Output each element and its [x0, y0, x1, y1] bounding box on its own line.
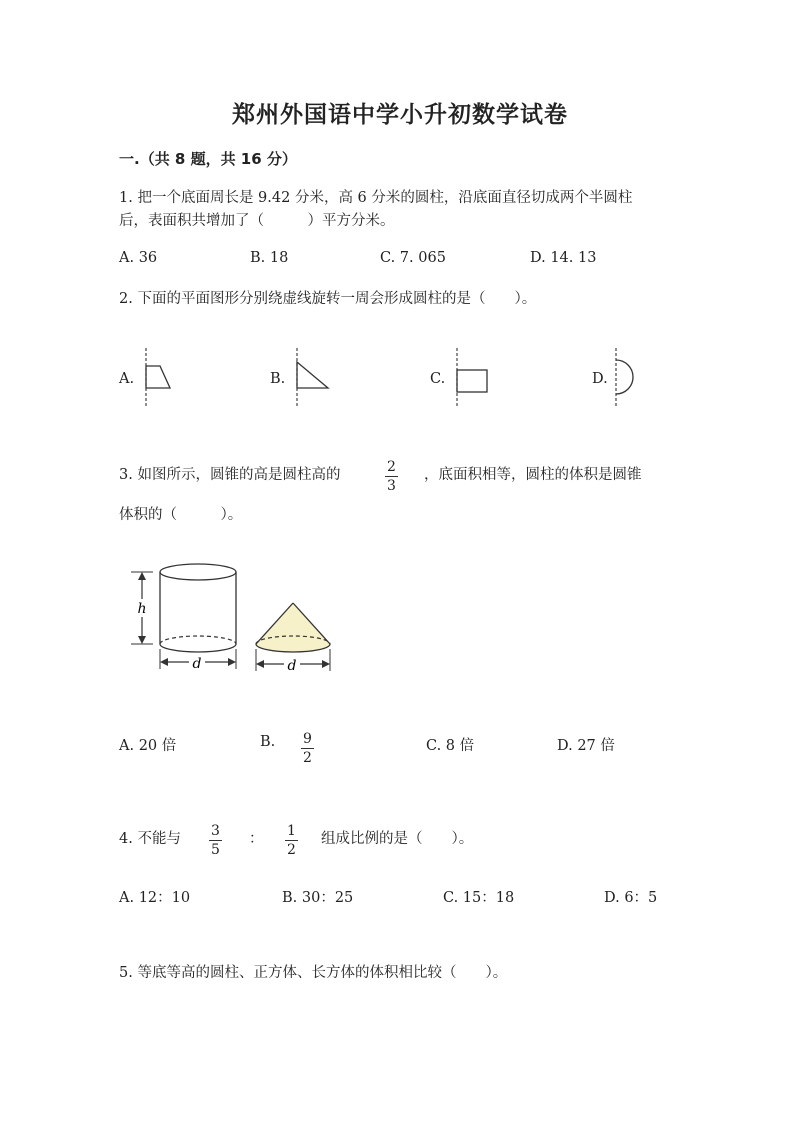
- q1-line1: 1. 把一个底面周长是 9.42 分米，高 6 分米的圆柱，沿底面直径切成两个半圆柱: [119, 190, 633, 206]
- q3-line2: 体积的（ ）。: [119, 507, 243, 523]
- q4-fraction-2-denominator: 2: [287, 842, 296, 858]
- q3-text-part2: ，底面积相等，圆柱的体积是圆锥: [424, 467, 642, 483]
- q1-option-b[interactable]: B. 18: [250, 250, 289, 266]
- q3-figure-h-label: h: [137, 601, 147, 617]
- section-heading: 一.（共 8 题，共 16 分）: [119, 150, 297, 168]
- q2-option-d[interactable]: D.: [592, 371, 608, 387]
- q2-figure-triangle: [288, 346, 332, 408]
- q3-option-b[interactable]: B.: [260, 734, 276, 750]
- q2-figure-semicircle: [608, 346, 644, 408]
- fraction-bar: [285, 840, 298, 841]
- q2-figure-trapezoid: [138, 346, 178, 408]
- q4-text-part1: 4. 不能与: [119, 831, 181, 847]
- q4-fraction-2: [285, 823, 298, 858]
- fraction-bar: [385, 476, 398, 477]
- q3-option-b-denominator: 2: [303, 750, 312, 766]
- q3-option-c[interactable]: C. 8 倍: [426, 738, 475, 754]
- q3-figure-cylinder-cone: [125, 555, 340, 680]
- q1-option-c[interactable]: C. 7. 065: [380, 250, 446, 266]
- q3-option-d[interactable]: D. 27 倍: [557, 738, 615, 754]
- q4-fraction-2-numerator: 1: [287, 823, 296, 839]
- q3-fraction-numerator: 2: [387, 459, 396, 475]
- q3-text-part1: 3. 如图所示，圆锥的高是圆柱高的: [119, 467, 341, 483]
- q3-option-b-fraction: [301, 731, 314, 766]
- q5-text: 5. 等底等高的圆柱、正方体、长方体的体积相比较（ ）。: [119, 965, 508, 981]
- q4-option-b[interactable]: B. 30：25: [282, 890, 354, 906]
- q4-fraction-1-denominator: 5: [211, 842, 220, 858]
- q3-option-a[interactable]: A. 20 倍: [119, 738, 177, 754]
- q3-option-b-numerator: 9: [303, 731, 312, 747]
- q1-option-a[interactable]: A. 36: [119, 250, 158, 266]
- q4-colon: ：: [249, 831, 264, 847]
- q4-fraction-1: [209, 823, 222, 858]
- q4-option-d[interactable]: D. 6：5: [604, 890, 658, 906]
- fraction-bar: [209, 840, 222, 841]
- q3-figure-d-label-cone: d: [287, 658, 297, 674]
- q4-option-c[interactable]: C. 15：18: [443, 890, 515, 906]
- q4-fraction-1-numerator: 3: [211, 823, 220, 839]
- q3-figure-d-label-cylinder: d: [192, 656, 202, 672]
- q4-option-a[interactable]: A. 12：10: [119, 890, 191, 906]
- page-title: 郑州外国语中学小升初数学试卷: [232, 102, 568, 128]
- q1-line2: 后，表面积共增加了（ ）平方分米。: [119, 213, 395, 229]
- q3-fraction-denominator: 3: [387, 478, 396, 494]
- q3-fraction: [385, 459, 398, 494]
- q2-figure-rectangle: [448, 346, 492, 408]
- q2-option-a[interactable]: A.: [119, 371, 135, 387]
- q2-option-b[interactable]: B.: [270, 371, 286, 387]
- q2-option-c[interactable]: C.: [430, 371, 446, 387]
- q4-text-part2: 组成比例的是（ ）。: [321, 831, 474, 847]
- q1-option-d[interactable]: D. 14. 13: [530, 250, 597, 266]
- fraction-bar: [301, 748, 314, 749]
- q2-text: 2. 下面的平面图形分别绕虚线旋转一周会形成圆柱的是（ ）。: [119, 291, 537, 307]
